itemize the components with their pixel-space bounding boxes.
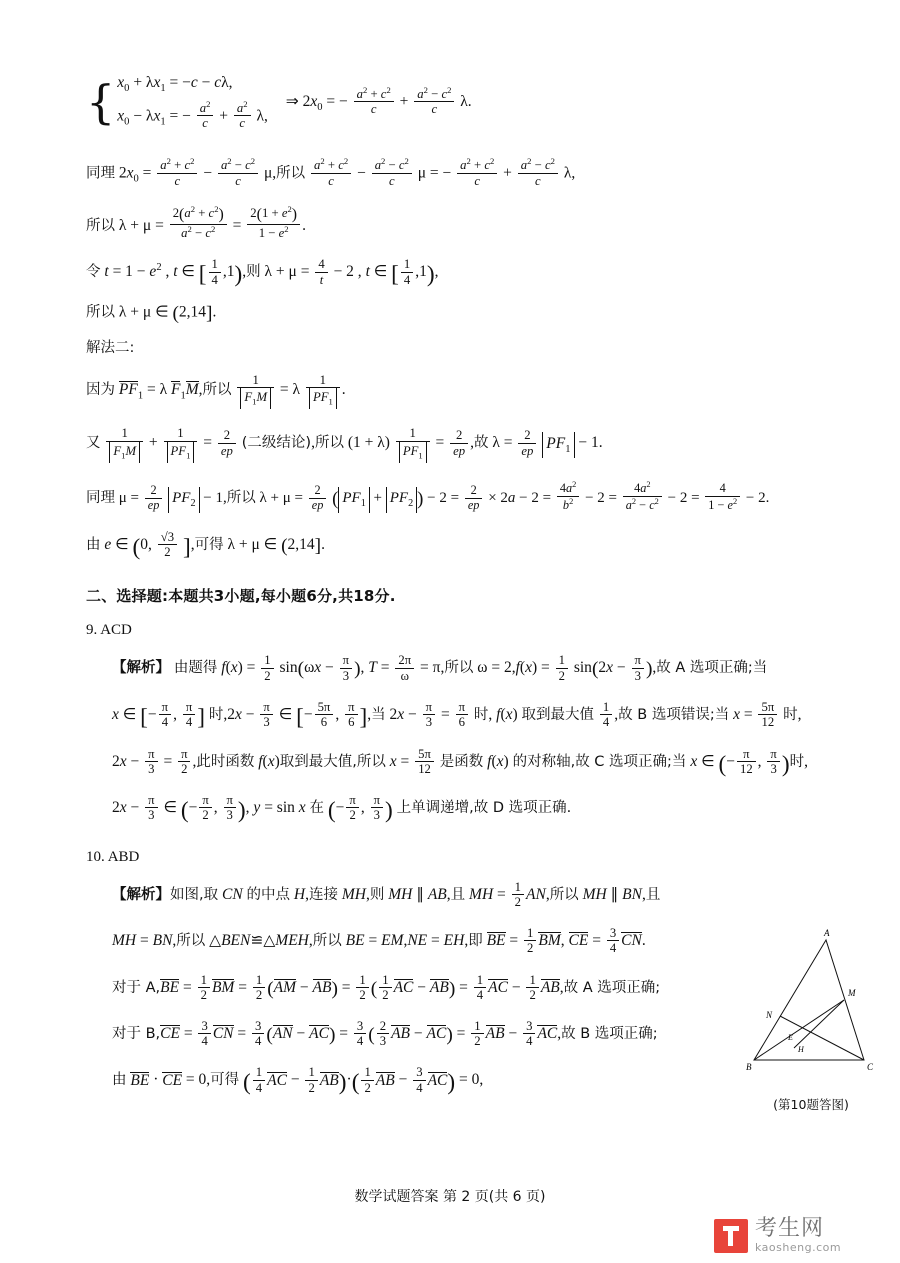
line-tongli2: 同理 μ = $\frac{2}{ep}$ $PF_2 - 1$,所以 λ + μ = $\frac{2}{ep}$ ( $PF_1 + PF_2$ ) − 2 = $\frac{2}{ep}$ × 2a − 2 = $\frac{4a^2}{b^2}$ − 2 = $\frac{4a^2}{a^2 - c^2}$ − 2 = $\frac{4}{1 - e^2}$ − 2. (86, 479, 770, 512)
logo-chinese-text: 考生网 (755, 1216, 825, 1241)
q10-analysis-line-1: 【解析】如图,取 CN 的中点 H,连接 MH,则 MH ∥ AB,且 MH = $\frac{1}{2}$ AN,所以 MH ∥ BN,且 (112, 879, 661, 909)
system-row-2: $x_0 - \lambda x_1$ = − $\frac{a^2}{c}$ + $\frac{a^2}{c}$ λ, (117, 98, 268, 131)
question-10-answer-value: ABD (107, 848, 140, 865)
question-10-figure (736, 928, 886, 1113)
q10-analysis-line-4: 对于 B,CE = $\frac{3}{4}$ CN = $\frac{3}{4}$ (AN − AC) = $\frac{3}{4}$ ( $\frac{2}{3}$ AB − AC) = $\frac{1}{2}$ AB − $\frac{3}{4}$ AC,故 B 选项正确; (112, 1019, 658, 1049)
question-10-answer (86, 849, 816, 866)
line-you-e: 由 e ∈ (0, $\frac{√3}{2}$ ],可得 λ + μ ∈ (2,14]. (86, 529, 325, 561)
section-heading: 二、选择题:本题共3小题,每小题6分,共18分. (86, 587, 396, 606)
q10-analysis-line-3: 对于 A,BE = $\frac{1}{2}$ BM = $\frac{1}{2}$ (AM − AB) = $\frac{1}{2}$ ( $\frac{1}{2}$ AC − AB) = $\frac{1}{4}$ AC − $\frac{1}{2}$ AB,故 A 选项正确; (112, 972, 661, 1002)
svg-text:N: N (766, 1010, 773, 1020)
page-footer: 数学试题答案 第 2 页(共 6 页) (354, 1189, 546, 1205)
brace-system (86, 70, 268, 135)
line-suoyi-range: 所以 λ + μ ∈ (2,14]. (86, 302, 217, 324)
left-brace: { (86, 75, 116, 130)
analysis-label-10: 【解析】 (112, 886, 170, 903)
question-9-number: 9. (86, 622, 98, 639)
line-suoyi-lambda-mu: 所以 λ + μ = $\frac{2(a^2 + c^2)}{a^2 - c^2}$ = $\frac{2(1 + e^2)}{1 - e^2}$ . (86, 203, 306, 241)
question-9-answer-value: ACD (100, 622, 132, 639)
line-method2-title: 解法二: (86, 340, 135, 357)
document-body (86, 70, 816, 1112)
equation-system-block (86, 70, 816, 135)
line-ling-t: 令 $t = 1 - e^2$ , t ∈ [ $\frac{1}{4}$ ,1),则 λ + μ = $\frac{4}{t}$ − 2 , t ∈ [ $\frac{1}{4}$ ,1), (86, 257, 439, 288)
q9-analysis-line-4: 2x − $\frac{\pi}{3}$ ∈ (− $\frac{\pi}{2}$ , $\frac{\pi}{3}$ ), y = sin x 在 (− $\frac{\pi}{2}$ , $\frac{\pi}{3}$ ) 上单调递增,故 D 选项正确. (112, 793, 572, 824)
svg-text:B: B (746, 1062, 752, 1072)
site-logo (714, 1218, 841, 1253)
svg-text:C: C (867, 1062, 874, 1072)
svg-text:M: M (848, 988, 856, 998)
analysis-label-9: 【解析】 (112, 660, 170, 677)
question-10-number: 10. (86, 848, 105, 865)
triangle-diagram (736, 928, 886, 1088)
q9-analysis-line-3: 2x − $\frac{\pi}{3}$ = $\frac{\pi}{2}$ ,此时函数 f(x)取到最大值,所以 x = $\frac{5\pi}{12}$ 是函数 f(x) 的对称轴,故 C 选项正确;当 x ∈ (− $\frac{\pi}{12}$ , $\frac{\pi}{3}$ )时, (112, 746, 808, 777)
system-result: ⇒ $2x_0$ = − $\frac{a^2 + c^2}{c}$ + $\frac{a^2 - c^2}{c}$ λ. (285, 84, 472, 117)
logo-english-text: kaosheng.com (755, 1241, 842, 1254)
line-yinwei: 因为 $PF_1 = \lambda$ $F_1M$,所以 $\frac{1}{F_1M}$ = λ $\frac{1}{PF_1}$ . (86, 373, 816, 410)
svg-text:E: E (788, 1033, 793, 1042)
line-you: 又 $\frac{1}{F_1M}$ + $\frac{1}{PF_1}$ = $\frac{2}{ep}$ (二级结论),所以 (1 + λ) $\frac{1}{PF_1}$ = $\frac{2}{ep}$ ,故 λ = $\frac{2}{ep}$ $PF_1 - 1$. (86, 426, 816, 463)
logo-mark-icon (714, 1219, 748, 1253)
line-tongli: 同理 $2x_0$ = $\frac{a^2 + c^2}{c}$ − $\frac{a^2 - c^2}{c}$ μ,所以 $\frac{a^2 + c^2}{c}$ − $\frac{a^2 - c^2}{c}$ μ = − $\frac{a^2 + c^2}{c}$ + $\frac{a^2 - c^2}{c}$ λ, (86, 156, 576, 188)
figure-caption: (第10题答图) (773, 1097, 849, 1112)
q9-analysis-line-1: 【解析】 由题得 f(x) = $\frac{1}{2}$ sin(ωx − $\frac{\pi}{3}$ ), T = $\frac{2\pi}{\omega}$ = π,所以 ω = 2,f(x) = $\frac{1}{2}$ sin(2x − $\frac{\pi}{3}$ ),故 A 选项正确;当 (112, 653, 768, 683)
question-9-answer (86, 622, 816, 639)
system-row-1: $x_0 + \lambda x_1 = -c - c\lambda$, (117, 74, 233, 95)
svg-text:H: H (798, 1045, 804, 1054)
q10-analysis-line-2: MH = BN,所以 △BEN≌△MEH,所以 BE = EM,NE = EH,即 BE = $\frac{1}{2}$ BM, CE = $\frac{3}{4}$ CN. (112, 926, 646, 956)
svg-text:A: A (824, 928, 830, 938)
q10-analysis-line-5: 由 BE · CE = 0,可得 ( $\frac{1}{4}$ AC − $\frac{1}{2}$ AB)·( $\frac{1}{2}$ AB − $\frac{3}{4}$ AC) = 0, (112, 1065, 484, 1096)
q9-analysis-line-2: x ∈ [− $\frac{\pi}{4}$ , $\frac{\pi}{4}$ ] 时,2x − $\frac{\pi}{3}$ ∈ [− $\frac{5\pi}{6}$ , $\frac{\pi}{6}$ ],当 2x − $\frac{\pi}{3}$ = $\frac{\pi}{6}$ 时, f(x) 取到最大值 $\frac{1}{4}$ ,故 B 选项错误;当 x = $\frac{5\pi}{12}$ 时, (112, 699, 802, 731)
